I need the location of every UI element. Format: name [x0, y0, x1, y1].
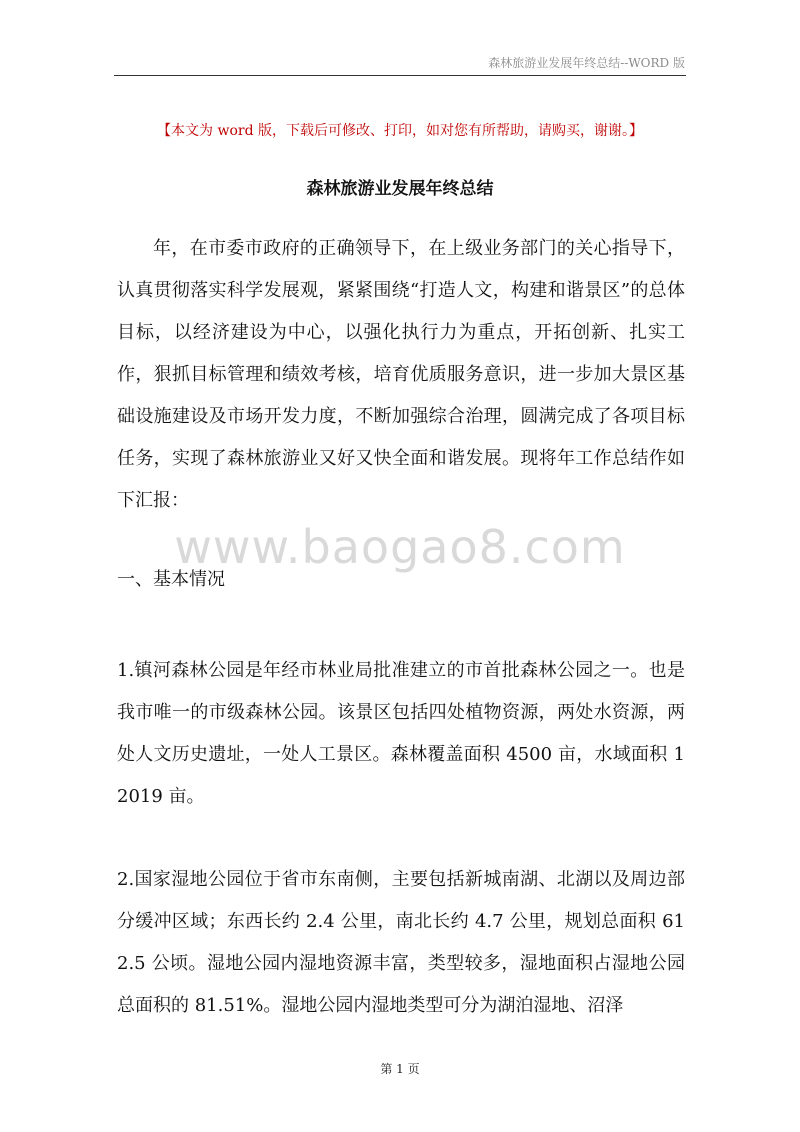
paragraph-2: 2.国家湿地公园位于省市东南侧，主要包括新城南湖、北湖以及周边部分缓冲区域；东西长约 2.4 公里，南北长约 4.7 公里，规划总面积 612.5 公顷。湿地公园内湿地资源丰富，类型较多，湿地面积占湿地公园总面积的 81.51%。湿地公园内湿地类型可分为湖泊湿地、沼泽: [117, 869, 685, 1016]
watermark: www.baogao8.com: [174, 520, 626, 574]
running-header: 森林旅游业发展年终总结--WORD 版: [488, 56, 685, 70]
section-heading: 一、基本情况: [117, 569, 225, 590]
document-title: 森林旅游业发展年终总结: [306, 179, 494, 199]
paragraph-1: 1.镇河森林公园是年经市林业局批准建立的市首批森林公园之一。也是我市唯一的市级森林公园。该景区包括四处植物资源，两处水资源，两处人文历史遗址，一处人工景区。森林覆盖面积 4500 亩，水域面积 12019 亩。: [117, 660, 685, 807]
intro-paragraph: 年，在市委市政府的正确领导下，在上级业务部门的关心指导下，认真贯彻落实科学发展观，紧紧围绕“打造人文，构建和谐景区”的总体目标，以经济建设为中心，以强化执行力为重点，开拓创新、扎实工作，狠抓目标管理和绩效考核，培育优质服务意识，进一步加大景区基础设施建设及市场开发力度，不断加强综合治理，圆满完成了各项目标任务，实现了森林旅游业又好又快全面和谐发展。现将年工作总结作如下汇报：: [117, 238, 685, 511]
page-number: 第 1 页: [380, 1062, 420, 1076]
header-divider: [114, 75, 686, 76]
purchase-notice: 【本文为 word 版，下载后可修改、打印，如对您有所帮助，请购买，谢谢。】: [157, 123, 643, 139]
